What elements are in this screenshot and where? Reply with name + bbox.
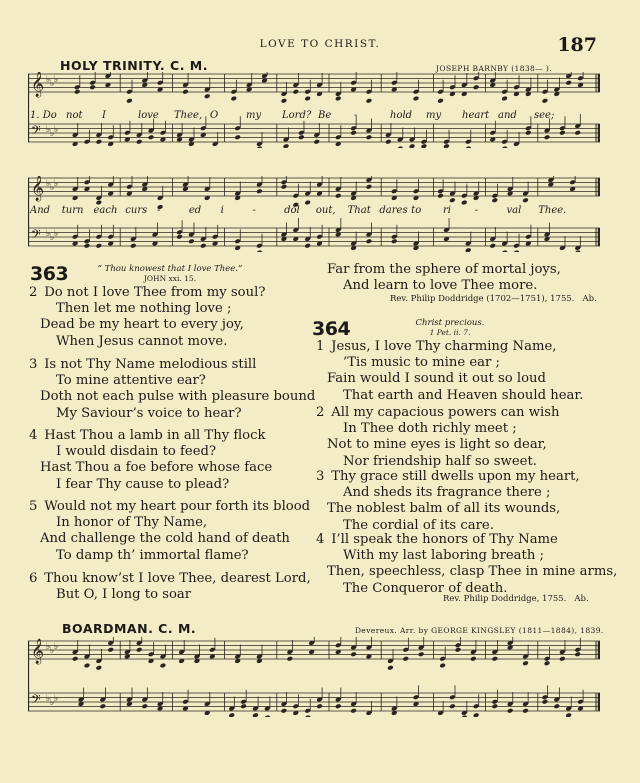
lyric-syllable: val <box>506 205 522 216</box>
note-head <box>234 134 241 140</box>
treble-staff <box>28 637 600 671</box>
note-head <box>522 708 529 714</box>
verse-line: Fain would I sound it out so loud <box>327 371 546 387</box>
verse-line: I’ll speak the honors of Thy Name <box>331 532 558 547</box>
scripture-quote-363: “ Thou knowest that I love Thee.” <box>97 264 243 274</box>
note-head <box>491 703 498 709</box>
lyric-syllable: to <box>411 205 422 216</box>
note-head <box>84 663 91 669</box>
flat-icon: ♭ <box>46 125 51 135</box>
note-head <box>522 660 529 666</box>
verse-line: All my capacious powers can wish <box>331 405 560 420</box>
verse-line: When Jesus cannot move. <box>56 333 228 349</box>
treble-clef-icon: 𝄞 <box>31 639 45 664</box>
note-head <box>298 134 305 140</box>
note-head <box>449 703 456 709</box>
flat-icon: ♭ <box>54 125 59 135</box>
verse-number: 3 <box>316 469 325 484</box>
lyric-syllable: dares <box>379 205 408 216</box>
flat-icon: ♭ <box>54 694 59 704</box>
note-head <box>491 656 498 662</box>
note-head <box>96 665 103 671</box>
lyric-syllable: dol <box>284 205 300 216</box>
verse-line: Not to mine eyes is light so dear, <box>327 437 547 453</box>
note-head <box>350 708 357 714</box>
note-head <box>501 96 508 102</box>
source-tag: Ab. <box>582 294 597 304</box>
lyric-syllable: Lord? <box>282 110 312 121</box>
verse-line: In Thee doth richly meet ; <box>343 421 517 437</box>
author-credit: Rev. Philip Doddridge, 1755. <box>443 594 567 604</box>
note-head <box>449 197 456 203</box>
lyric-syllable: And <box>30 205 51 216</box>
note-head <box>402 656 409 662</box>
verse-number: 2 <box>29 285 38 300</box>
note-head <box>141 703 148 709</box>
verse-line: I would disdain to feed? <box>56 444 217 460</box>
note-head <box>292 89 299 95</box>
tune-title-holy-trinity: HOLY TRINITY. C. M. <box>60 58 208 73</box>
lyric-syllable: my <box>246 110 262 121</box>
flat-icon: ♭ <box>54 75 59 85</box>
lyric-syllable: heart <box>462 110 490 121</box>
verse-line: And challenge the cold hand of death <box>40 531 290 547</box>
scripture-citation-364: 1 Pet. ii. 7. <box>429 328 471 337</box>
verse-line: And learn to love Thee more. <box>343 278 538 294</box>
lyric-syllable: I <box>102 110 106 121</box>
verse-line: Hast Thou a lamb in all Thy flock <box>44 428 266 443</box>
note-head <box>387 665 394 671</box>
note-head <box>565 80 572 86</box>
note-head <box>287 656 294 662</box>
hymn-364-verse-4 <box>316 532 618 597</box>
verse-number: 5 <box>29 499 38 514</box>
note-head <box>136 139 143 145</box>
note-head <box>130 243 137 249</box>
bass-clef-icon: 𝄢 <box>31 692 41 710</box>
note-head <box>507 708 514 714</box>
note-head <box>565 712 572 717</box>
verse-line: Jesus, I love Thy charming Name, <box>331 339 557 354</box>
note-head <box>421 143 428 148</box>
note-head <box>443 143 450 148</box>
lyric-syllable: ed <box>188 205 202 216</box>
flat-icon: ♭ <box>50 698 55 708</box>
verse-line: Is not Thy Name melodious still <box>44 357 257 372</box>
lyric-syllable: each <box>93 205 118 216</box>
verse-number: 3 <box>29 357 38 372</box>
note-head <box>200 243 207 249</box>
verse-number: 1 <box>316 339 325 354</box>
note-head <box>525 130 532 136</box>
flat-icon: ♭ <box>46 642 51 652</box>
note-head <box>72 656 79 662</box>
note-head <box>366 184 373 190</box>
verse-line: Thou know’st I love Thee, dearest Lord, <box>44 571 311 586</box>
note-head <box>335 193 342 199</box>
verse-line: Then, speechless, clasp Thee in mine arms, <box>327 564 618 580</box>
flat-icon: ♭ <box>50 183 55 193</box>
note-head <box>304 96 311 102</box>
note-head <box>264 715 271 717</box>
hymn-363-verse-6-continued <box>327 262 561 294</box>
flat-icon: ♭ <box>50 129 55 139</box>
running-title: LOVE TO CHRIST. <box>259 38 381 50</box>
flat-icon: ♭ <box>50 233 55 243</box>
note-head <box>281 708 288 714</box>
lyric-syllable: see; <box>534 110 555 121</box>
bass-clef-icon: 𝄢 <box>31 227 41 245</box>
note-head <box>437 98 444 104</box>
verse-line: To damp th’ immortal flame? <box>56 547 249 563</box>
hymn-363-verse-3 <box>29 357 316 422</box>
note-head <box>335 96 342 102</box>
note-head <box>439 663 446 669</box>
note-head <box>96 243 103 249</box>
scripture-reference-363 <box>90 264 250 284</box>
note-head <box>136 647 143 653</box>
hymn-364-verse-2 <box>316 405 560 470</box>
lyric-syllable: Thee. <box>538 205 567 216</box>
note-head <box>418 651 425 657</box>
attribution-363 <box>390 294 597 304</box>
note-head <box>188 238 195 244</box>
lyric-syllable: ri <box>442 205 451 216</box>
lyric-syllable: O <box>210 110 219 121</box>
verse-line: Do not I love Thee from my soul? <box>44 285 266 300</box>
note-head <box>437 193 444 199</box>
bass-staff <box>28 218 600 252</box>
treble-clef-icon: 𝄞 <box>31 72 45 97</box>
hymn-363-verse-4 <box>29 428 273 493</box>
note-head <box>470 656 477 662</box>
flat-icon: ♭ <box>46 694 51 704</box>
note-head <box>240 703 247 709</box>
note-head <box>107 647 114 653</box>
lyric-syllable: - <box>252 205 256 216</box>
note-head <box>522 197 529 203</box>
verse-line: Dead be my heart to every joy, <box>40 317 244 333</box>
note-head <box>574 651 581 657</box>
scripture-reference-364 <box>395 318 505 338</box>
attribution-364 <box>443 594 589 604</box>
note-head <box>228 712 235 717</box>
verse-line: To mine attentive ear? <box>56 373 206 389</box>
note-head <box>89 84 96 90</box>
note-head <box>559 656 566 662</box>
treble-clef-icon: 𝄞 <box>31 176 45 201</box>
note-head <box>304 715 311 717</box>
note-head <box>313 139 320 145</box>
verse-line: The Conqueror of death. <box>343 580 508 596</box>
tune-composer-holy-trinity: JOSEPH BARNBY (1838— ). <box>436 64 552 73</box>
tune-composer-boardman: Devereux. Arr. by GEORGE KINGSLEY (1811—1884), 1839. <box>355 626 604 635</box>
note-head <box>559 130 566 136</box>
note-head <box>465 146 472 148</box>
note-head <box>413 96 420 102</box>
note-head <box>74 89 81 95</box>
verse-line: Nor friendship half so sweet. <box>343 453 537 469</box>
note-head <box>350 651 357 657</box>
flat-icon: ♭ <box>46 229 51 239</box>
verse-line: Thy grace still dwells upon my heart, <box>331 469 580 484</box>
verse-line: Far from the sphere of mortal joys, <box>327 262 561 277</box>
note-head <box>409 143 416 148</box>
lyric-syllable: Thee, <box>174 110 203 121</box>
verse-line: In honor of Thy Name, <box>56 515 208 531</box>
note-head <box>84 243 91 249</box>
verse-line: My Saviour’s voice to hear? <box>56 405 242 421</box>
verse-line: But O, I long to soar <box>56 587 192 603</box>
bass-staff <box>28 685 600 717</box>
note-head <box>489 243 496 249</box>
note-head <box>366 134 373 140</box>
note-head <box>501 250 508 252</box>
note-head <box>544 660 551 666</box>
lyric-syllable: - <box>354 110 358 121</box>
bass-clef-icon: 𝄢 <box>31 123 41 141</box>
verse-line: Doth not each pulse with pleasure bound <box>40 389 316 405</box>
note-head <box>256 250 263 252</box>
note-head <box>461 200 468 206</box>
note-head <box>385 139 392 145</box>
hymn-363-verse-2 <box>29 285 266 350</box>
note-head <box>304 243 311 249</box>
note-head <box>304 200 311 206</box>
note-head <box>553 703 560 709</box>
lyric-syllable: - <box>474 205 479 216</box>
verse-line: And sheds its fragrance there ; <box>343 485 551 501</box>
verse-number: 4 <box>316 532 325 547</box>
note-head <box>148 134 155 140</box>
lyric-syllable: i <box>220 205 224 216</box>
note-head <box>542 98 549 104</box>
note-head <box>281 184 288 190</box>
flat-icon: ♭ <box>54 229 59 239</box>
hymn-363-verse-5 <box>29 499 311 564</box>
note-head <box>513 250 520 252</box>
hymn-364-verse-1 <box>316 339 584 404</box>
lyric-syllable: my <box>426 110 442 121</box>
note-head <box>283 143 290 148</box>
hymn-number-363: 363 <box>30 263 69 285</box>
flat-icon: ♭ <box>46 75 51 85</box>
note-head <box>160 663 167 669</box>
note-head <box>204 93 211 99</box>
note-head <box>176 234 183 240</box>
verse-number: 6 <box>29 571 38 586</box>
note-head <box>366 98 373 104</box>
music-system-boardman <box>28 637 600 717</box>
verse-number: 2 <box>316 405 325 420</box>
note-head <box>126 98 133 104</box>
note-head <box>96 139 103 145</box>
lyric-syllable: hold <box>390 110 413 121</box>
note-head <box>182 89 189 95</box>
verse-line: That earth and Heaven should hear. <box>343 387 584 403</box>
note-head <box>542 699 549 705</box>
flat-icon: ♭ <box>54 179 59 189</box>
note-head <box>491 197 498 203</box>
scripture-quote-364: Christ precious. <box>415 318 485 328</box>
note-head <box>391 238 398 244</box>
scripture-citation-363: JOHN xxi. 15. <box>143 274 197 283</box>
verse-line: Hast Thou a foe before whose face <box>40 460 273 476</box>
note-head <box>473 712 480 717</box>
note-head <box>230 96 237 102</box>
note-head <box>574 130 581 136</box>
verse-line: The cordial of its care. <box>343 517 494 533</box>
lyric-syllable: Be <box>318 110 332 121</box>
note-head <box>473 84 480 90</box>
note-head <box>366 238 373 244</box>
note-head <box>350 130 357 136</box>
lyric-syllable: out, <box>315 205 336 216</box>
note-head <box>256 188 263 194</box>
verse-line: Then let me nothing love ; <box>56 301 232 317</box>
flat-icon: ♭ <box>50 79 55 89</box>
verse-line: Would not my heart pour forth its blood <box>44 499 311 514</box>
hymn-number-364: 364 <box>312 318 351 340</box>
flat-icon: ♭ <box>54 642 59 652</box>
lyric-syllable: love <box>138 110 159 121</box>
note-head <box>252 712 259 717</box>
note-head <box>335 703 342 709</box>
lyric-syllable: not <box>66 110 83 121</box>
note-head <box>465 247 472 252</box>
note-head <box>281 98 288 104</box>
verse-number: 4 <box>29 428 38 443</box>
lyric-syllable: and <box>498 110 517 121</box>
lyric-syllable: curs <box>125 205 148 216</box>
note-head <box>455 647 462 653</box>
lyric-syllable: - <box>157 205 161 216</box>
hymn-364-verse-3 <box>316 469 580 534</box>
page-number: 187 <box>557 34 597 56</box>
note-head <box>544 134 551 140</box>
note-head <box>316 703 323 709</box>
note-head <box>397 146 404 148</box>
note-head <box>99 703 106 709</box>
treble-staff <box>28 72 600 104</box>
flat-icon: ♭ <box>46 179 51 189</box>
hymn-363-verse-6 <box>29 571 311 603</box>
flat-icon: ♭ <box>50 646 55 656</box>
author-credit: Rev. Philip Doddridge (1702—1751), 1755. <box>390 294 575 304</box>
lyric-syllable: 1. Do <box>30 110 57 121</box>
lyric-syllable: That <box>347 205 371 216</box>
verse-line: With my last laboring breath ; <box>343 548 544 564</box>
verse-line: The noblest balm of all its wounds, <box>327 501 561 517</box>
source-tag: Ab. <box>574 594 589 604</box>
tune-title-boardman: BOARDMAN. C. M. <box>62 621 197 636</box>
lyric-syllable: turn <box>61 205 84 216</box>
verse-line: I fear Thy cause to plead? <box>56 476 230 492</box>
verse-line: ’Tis music to mine ear ; <box>343 355 500 371</box>
note-head <box>501 146 508 148</box>
